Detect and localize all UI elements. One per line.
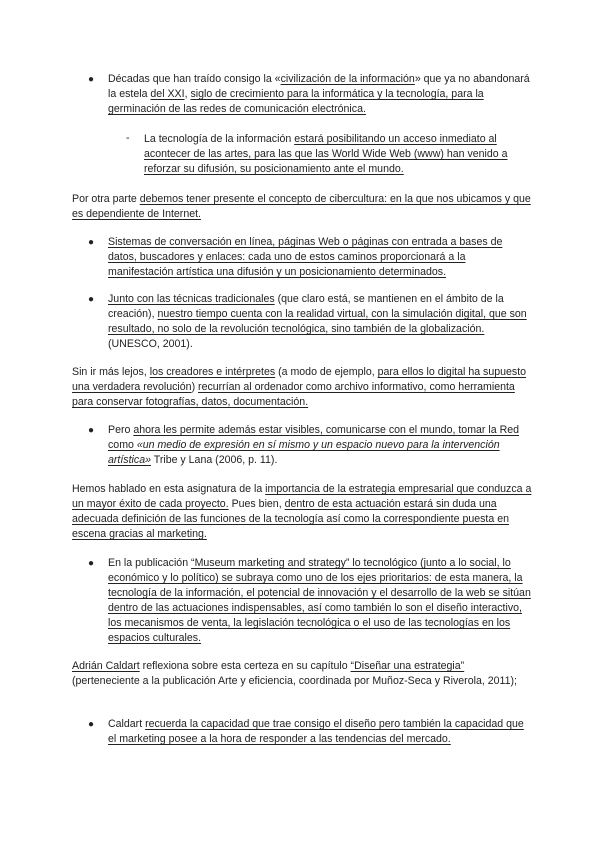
dash-marker: - (126, 132, 130, 144)
underlined-text: Sistemas de conversación en línea, páginas Web o páginas con entrada a bases de datos, buscadores y enlaces: cada uno de estos caminos proporcionará a la manifestación artística una difusión y un posicionamiento determinados. (108, 236, 503, 278)
bullet-marker: ● (87, 719, 95, 730)
underlined-text: Adrián Caldart (72, 660, 140, 672)
text-run: ) (191, 381, 199, 393)
underlined-text: debemos tener presente el concepto de cibercultura: en la que nos ubicamos y que es dependiente de Internet. (72, 193, 531, 220)
bullet-item-tecnicas (108, 292, 532, 352)
bullet-item-civilizacion (108, 72, 532, 117)
paragraph-estrategia (72, 482, 532, 542)
italic-quote: «un medio de expresión en sí mismo y un espacio nuevo para la intervención artística» (108, 439, 500, 466)
bullet-marker: ● (87, 558, 95, 569)
underlined-text: importancia de la estrategia empresarial que conduzca a un mayor éxito de cada proyecto. (72, 483, 532, 510)
paragraph-caldart (72, 659, 532, 689)
underlined-text: los creadores e intérpretes (149, 366, 276, 378)
underlined-text: dentro de esta actuación estará sin duda una adecuada definición de las funciones de la tecnología así como la correspondiente puesta en escena gracias al marketing. (72, 498, 509, 540)
bullet-item-sistemas (108, 235, 532, 280)
underlined-text: ahora les permite además estar visibles, comunicarse con el mundo, tomar la Red como (108, 424, 520, 451)
sub-item-tecnologia (144, 132, 532, 177)
underlined-text: siglo de crecimiento para la informática y la tecnología, para la germinación de las redes de comunicación electrónica. (108, 88, 484, 115)
text-run: reflexiona sobre esta certeza en su capítulo (139, 660, 351, 672)
text-run: (a modo de ejemplo, (275, 366, 378, 378)
underlined-text: civilización de la información (280, 73, 415, 85)
underlined-text: Junto con las técnicas tradicionales (108, 293, 275, 305)
underlined-text: “Museum marketing and strategy” lo tecnológico (junto a lo social, lo económico y lo político) se subraya como uno de los ejes prioritarios: de esta manera, la tecnología de la información, el potencial de innovación y el desarrollo de la web se sitúan dentro de las actuaciones indispensables, así como también lo son el diseño interactivo, los mecanismos de venta, la legislación tecnológica o el uso de las tecnologías en los espacios culturales. (108, 557, 531, 644)
bullet-marker: ● (87, 74, 95, 85)
text-run: En la publicación (108, 557, 192, 569)
text-run: Por otra parte (72, 193, 140, 205)
paragraph-creadores (72, 365, 532, 410)
text-run: La tecnología de la información (144, 133, 295, 145)
text-run: Pues bien, (228, 498, 285, 510)
underlined-text: nuestro tiempo cuenta con la realidad virtual, con la simulación digital, que son resultado, no solo de la revolución tecnológica, sino también de la globalización. (108, 308, 527, 335)
underlined-text: “Diseñar una estrategia” (350, 660, 465, 672)
text-run: (perteneciente a la publicación Arte y eficiencia, coordinada por Muñoz-Seca y Riverola, 2011); (72, 675, 517, 687)
text-run: Sin ir más lejos, (72, 366, 150, 378)
paragraph-cibercultura (72, 192, 532, 222)
underlined-text: del XXI (150, 88, 185, 100)
underlined-text: estará posibilitando un acceso inmediato al acontecer de las artes, para las que las World Wide Web (www) han venido a reforzar su difusión, su posicionamiento ante el mundo. (144, 133, 508, 175)
text-run: Tribe y Lana (2006, p. 11). (150, 454, 278, 466)
underlined-text: para ellos lo digital ha supuesto una verdadera revolución (72, 366, 527, 393)
underlined-text: recurrían al ordenador como archivo informativo, como herramienta para conservar fotografías, datos, documentación. (72, 381, 515, 408)
bullet-item-visibles (108, 423, 532, 468)
bullet-marker: ● (87, 425, 95, 436)
text-run: Hemos hablado en esta asignatura de la (72, 483, 266, 495)
bullet-marker: ● (87, 237, 95, 248)
text-run: » que ya no abandonará la estela (108, 73, 530, 100)
text-run: Décadas que han traído consigo la « (108, 73, 281, 85)
bullet-marker: ● (87, 294, 95, 305)
text-run: , (184, 88, 191, 100)
bullet-item-museum-marketing (108, 556, 532, 646)
text-run: Pero (108, 424, 134, 436)
text-run: (UNESCO, 2001). (108, 338, 193, 350)
text-run: (que claro está, se mantienen en el ámbito de la creación), (108, 293, 504, 320)
text-run: Caldart (108, 718, 146, 730)
underlined-text: recuerda la capacidad que trae consigo el diseño pero también la capacidad que el marketing posee a la hora de responder a las tendencias del mercado. (108, 718, 524, 745)
bullet-item-caldart-diseno (108, 717, 532, 747)
